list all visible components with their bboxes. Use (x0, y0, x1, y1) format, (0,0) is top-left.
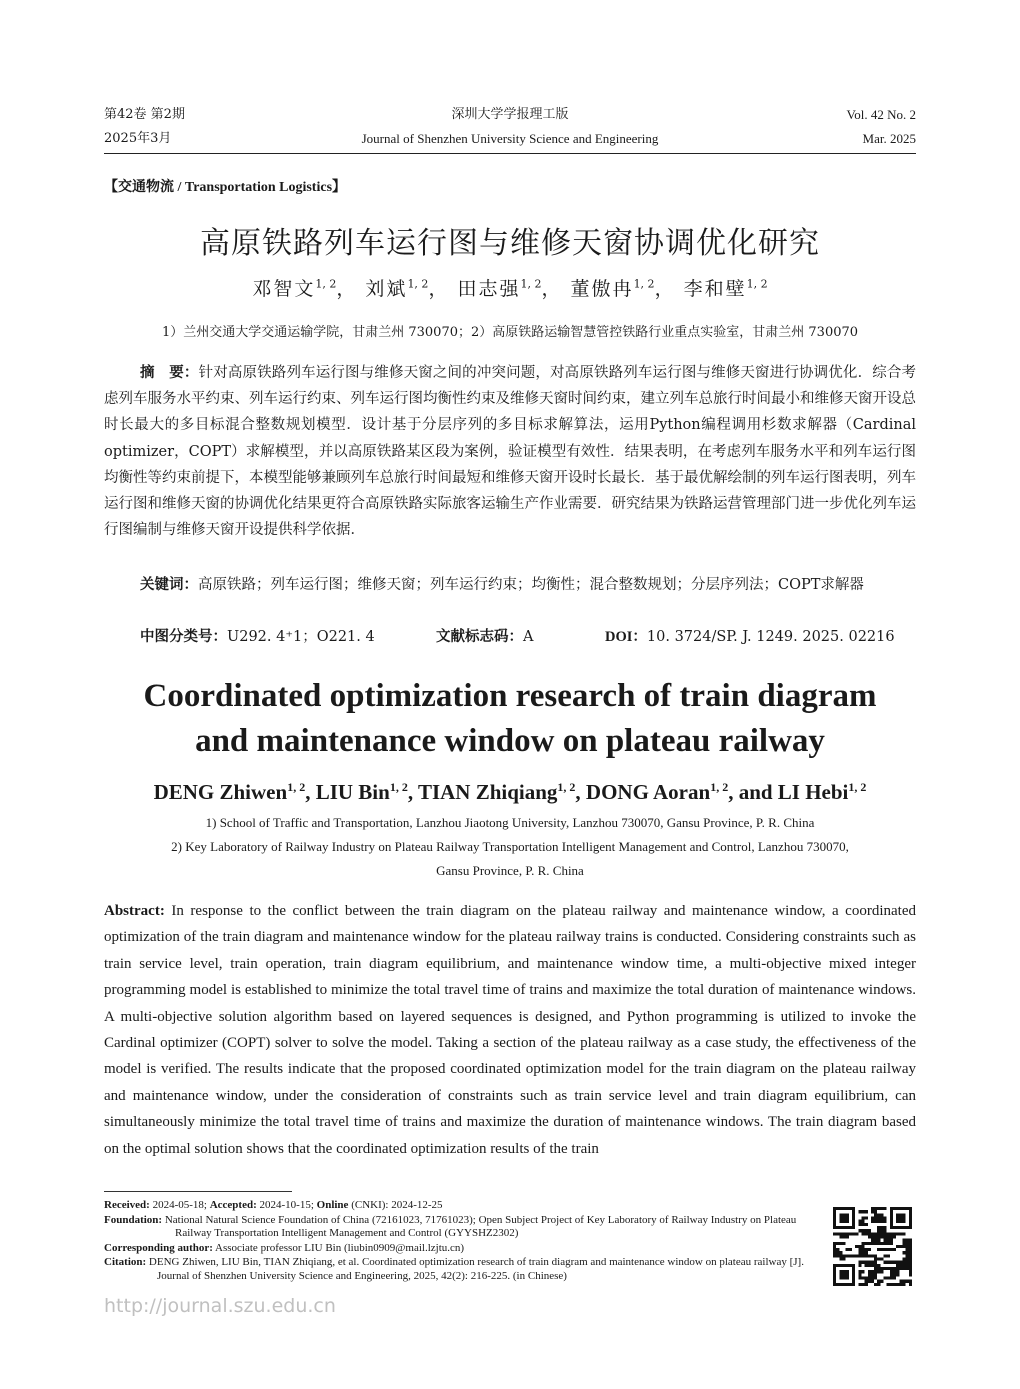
document-code (436, 626, 533, 648)
dates-note (104, 1199, 816, 1213)
abstract-cn-text: 针对高原铁路列车运行图与维修天窗之间的冲突问题，对高原铁路列车运行图与维修天窗进行协调优化．综合考虑列车服务水平约束、列车运行约束、列车运行图均衡性约束及维修天窗时间约束，建立列车总旅行时间最小和维修天窗开设总时长最大的多目标混合整数规划模型．设计基于分层序列的多目标求解算法，运用Python编程调用杉数求解器（Cardinal optimizer，COPT）求解模型，并以高原铁路某区段为案例，验证模型有效性．结果表明，在考虑列车服务水平和列车运行图均衡性等约束前提下，本模型能够兼顾列车总旅行时间最短和维修天窗开设时长最长．基于最优解绘制的列车运行图表明，列车运行图和维修天窗的协调优化结果更符合高原铁路实际旅客运输生产作业需要．研究结果为铁路运营管理部门进一步优化列车运行图编制与维修天窗开设提供科学依据． (104, 365, 916, 539)
qr-code[interactable] (833, 1207, 912, 1286)
header-right (847, 103, 916, 151)
author-en: LIU Bin (315, 780, 390, 804)
author-cn: 李和壁 (683, 278, 747, 300)
abstract-en-text: In response to the conflict between the train diagram on the plateau railway and maintenance window, a coordinated optimization of the train diagram and maintenance window for the plateau railway trains is conducted. Considering constraints such as train service level, train operation, train diagram equilibrium, and maintenance window time, a multi-objective mixed integer programming model is established to minimize the total travel time of trains and maximize the total duration of maintenance windows. A multi-objective solution algorithm based on layered sequences is designed, and Python programming is utilized to invoke the Cardinal optimizer (COPT) solver to solve the model. Taking a section of the plateau railway as a case study, the effectiveness of the model is verified. The results indicate that the proposed coordinated optimization model for the train diagram on the plateau railway and maintenance window, under the consideration of constraints such as train service level and train diagram equilibrium, can simultaneously minimize the total travel time of trains and maximize the duration of maintenance windows. The train diagram based on the optimal solution shows that the coordinated optimization results of the train (104, 903, 916, 1157)
author-sup: 1, 2 (710, 780, 729, 794)
footnotes (104, 1199, 816, 1284)
author-cn: 董傲冉 (570, 278, 634, 300)
header-center (104, 103, 916, 151)
title-en (60, 674, 960, 764)
corresponding-text: Associate professor LIU Bin (liubin0909@mail.lzjtu.cn) (212, 1241, 465, 1254)
abstract-en (104, 898, 916, 1162)
abstract-cn-label: 摘 要： (140, 365, 199, 381)
author-en: TIAN Zhiqiang (417, 780, 558, 804)
accepted-date: 2024-10-15; (256, 1199, 317, 1211)
citation-label: Citation: (104, 1256, 147, 1268)
clc-code (140, 626, 375, 648)
header-date-en: Mar. 2025 (862, 131, 916, 146)
keywords-cn-text: 高原铁路；列车运行图；维修天窗；列车运行约束；均衡性；混合整数规划；分层序列法；COPT求解器 (198, 577, 864, 593)
title-en-line-2: and maintenance window on plateau railway (195, 723, 825, 759)
received-date: 2024-05-18; (149, 1199, 210, 1211)
affiliation-en-3: Gansu Province, P. R. China (436, 863, 584, 878)
column-tag: 【交通物流 / Transportation Logistics】 (104, 180, 347, 195)
author-en: LI Hebi (777, 780, 849, 804)
author-sup: 1, 2 (287, 780, 306, 794)
author-sup: 1, 2 (633, 277, 655, 291)
received-label: Received: (104, 1199, 150, 1211)
author-separator: , and (728, 780, 778, 804)
clc-value: U292. 4⁺1；O221. 4 (227, 629, 375, 645)
online-label: Online (316, 1199, 349, 1211)
header-vol-issue-en: Vol. 42 No. 2 (846, 107, 916, 122)
affiliation-en-2: 2) Key Laboratory of Railway Industry on Plateau Railway Transportation Intelligent Management and Control, Lanzhou 730070, (171, 839, 849, 854)
abstract-cn (104, 360, 916, 543)
author-en: DENG Zhiwen (153, 780, 288, 804)
header-journal-cn: 深圳大学学报理工版 (451, 107, 569, 122)
affiliations-cn: 1）兰州交通大学交通运输学院，甘肃兰州 730070；2）高原铁路运输智慧管控铁路行业重点实验室，甘肃兰州 730070 (161, 325, 859, 340)
header-date-cn: 2025年3月 (104, 131, 172, 146)
footnote-divider (104, 1191, 292, 1192)
clc-label: 中图分类号： (140, 629, 227, 645)
doi (605, 626, 895, 648)
title-cn: 高原铁路列车运行图与维修天窗协调优化研究 (200, 226, 820, 261)
author-cn: 邓智文 (252, 278, 316, 300)
author-separator: , (305, 780, 316, 804)
foundation-text: National Natural Science Foundation of China (72161023, 71761023); Open Subject Project of Key Laboratory of Railway Industry on Plateau Railway Transportation Intelligent Management and Control (GYYSHZ2302) (162, 1213, 797, 1239)
author-cn: 田志强 (457, 278, 521, 300)
doi-link[interactable]: 10. 3724/SP. J. 1249. 2025. 02216 (646, 629, 895, 645)
running-header (104, 103, 916, 153)
author-sup: 1, 2 (315, 277, 337, 291)
author-sup: 1, 2 (848, 780, 867, 794)
accepted-label: Accepted: (209, 1199, 257, 1211)
online-date: (CNKI): 2024-12-25 (348, 1199, 443, 1211)
authors-en (60, 780, 960, 805)
citation-note (104, 1256, 816, 1283)
abstract-en-label: Abstract: (104, 903, 165, 919)
corresponding-note (104, 1242, 816, 1256)
author-sup: 1, 2 (557, 780, 576, 794)
author-separator: , (575, 780, 586, 804)
corresponding-label: Corresponding author: (104, 1241, 213, 1254)
doi-label: DOI： (605, 629, 647, 645)
author-en: DONG Aoran (585, 780, 711, 804)
doc-code-value: A (523, 629, 534, 645)
author-sup: 1, 2 (389, 780, 408, 794)
author-sup: 1, 2 (746, 277, 768, 291)
affiliation-en-1: 1) School of Traffic and Transportation, Lanzhou Jiaotong University, Lanzhou 730070, Gansu Province, P. R. China (205, 815, 815, 830)
author-sup: 1, 2 (407, 277, 429, 291)
title-en-line-1: Coordinated optimization research of train diagram (143, 678, 877, 714)
doc-code-label: 文献标志码： (436, 629, 523, 645)
watermark-url: http://journal.szu.edu.cn (104, 1295, 336, 1317)
citation-text: DENG Zhiwen, LIU Bin, TIAN Zhiqiang, et al. Coordinated optimization research of train diagram and maintenance window on plateau railway [J]. Journal of Shenzhen University Science and Engineering, 2025, 42(2): 216-225. (in Chinese) (146, 1256, 804, 1282)
authors-cn: 邓智文$^{1, 2}$， 刘斌$^{1, 2}$， 田志强$^{1, 2}$， 董傲冉$^{1, 2}$， 李和壁$^{1, 2}$ (252, 277, 768, 300)
header-divider (104, 153, 916, 154)
keywords-cn (104, 572, 916, 598)
author-separator: , (407, 780, 418, 804)
author-cn: 刘斌 (365, 278, 408, 300)
foundation-note (104, 1214, 816, 1241)
header-journal-en: Journal of Shenzhen University Science and Engineering (361, 131, 659, 146)
keywords-cn-label: 关键词： (140, 577, 198, 593)
author-sup: 1, 2 (520, 277, 542, 291)
header-vol-issue-cn: 第42卷 第2期 (104, 107, 185, 122)
foundation-label: Foundation: (104, 1213, 163, 1226)
